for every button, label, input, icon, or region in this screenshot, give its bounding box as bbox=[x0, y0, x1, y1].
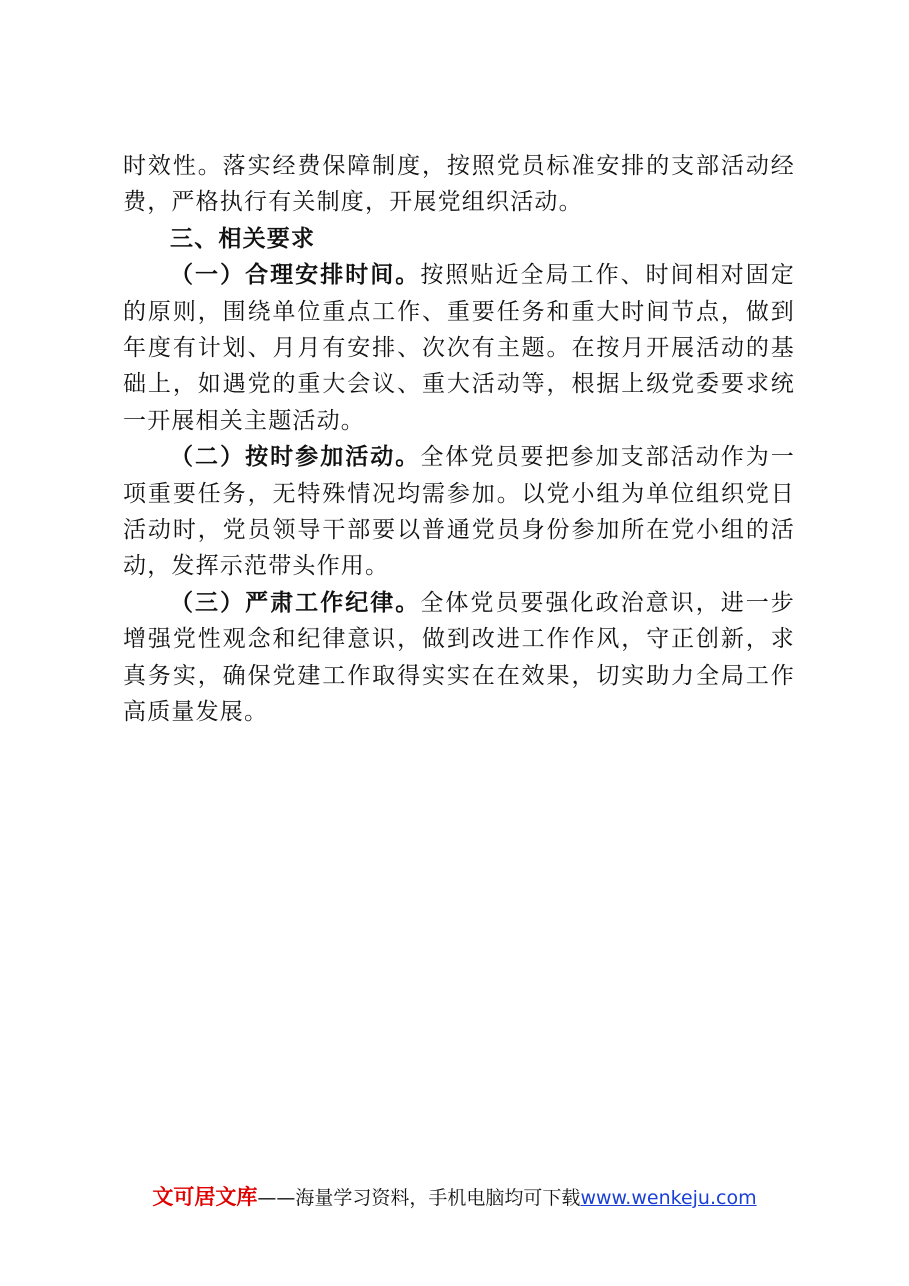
requirement-text-3: 全体党员要强化政治意识，进一步增强党性观念和纪律意识，做到改进工作作风，守正创新，求真务实，确保党建工作取得实实在在效果，切实助力全局工作高质量发展。 bbox=[123, 589, 796, 726]
requirement-text-2: 全体党员要把参加支部活动作为一项重要任务，无特殊情况均需参加。以党小组为单位组织党日活动时，党员领导干部要以普通党员身份参加所在党小组的活动，发挥示范带头作用。 bbox=[123, 444, 796, 580]
document-body bbox=[123, 148, 795, 731]
footer-site-link[interactable]: www.wenkeju.com bbox=[580, 1187, 757, 1209]
section-heading: 三、相关要求 bbox=[170, 225, 316, 252]
footer-brand: 文可居文库 bbox=[152, 1185, 258, 1209]
footer-tagline: ——海量学习资料，手机电脑均可下载 bbox=[257, 1187, 581, 1209]
requirement-lead-2: （二）按时参加活动。 bbox=[170, 444, 421, 471]
requirement-lead-1: （一）合理安排时间。 bbox=[170, 262, 421, 289]
requirement-lead-3: （三）严肃工作纪律。 bbox=[170, 589, 421, 616]
requirement-paragraph-1 bbox=[123, 257, 795, 439]
requirement-paragraph-2 bbox=[123, 439, 795, 585]
paragraph-continued: 时效性。落实经费保障制度，按照党员标准安排的支部活动经费，严格执行有关制度，开展党组织活动。 bbox=[123, 153, 795, 216]
page-footer bbox=[0, 1184, 909, 1211]
requirement-text-1: 按照贴近全局工作、时间相对固定的原则，围绕单位重点工作、重要任务和重大时间节点，做到年度有计划、月月有安排、次次有主题。在按月开展活动的基础上，如遇党的重大会议、重大活动等，根据上级党委要求统一开展相关主题活动。 bbox=[123, 262, 796, 434]
requirement-paragraph-3 bbox=[123, 585, 795, 731]
